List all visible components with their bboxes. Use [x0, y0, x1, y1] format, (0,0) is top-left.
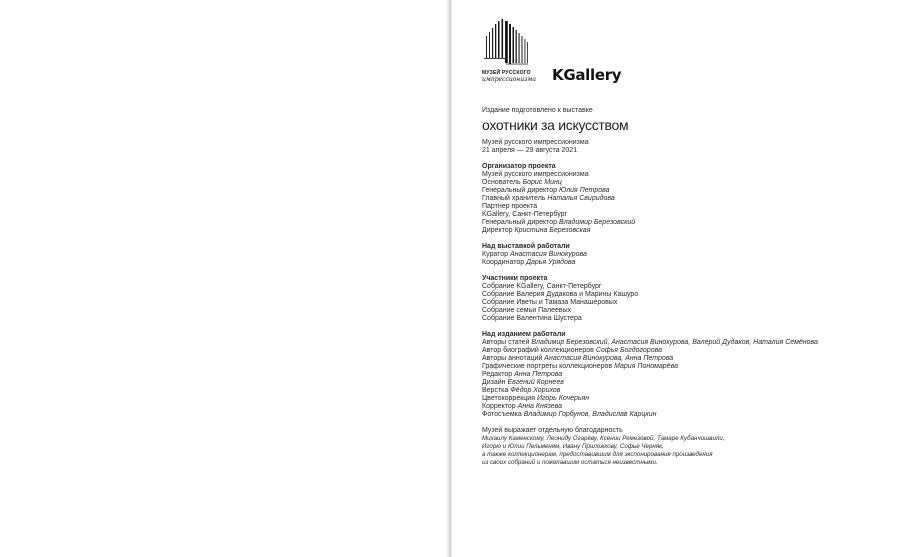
credit-row [482, 179, 882, 187]
section-heading: Над выставкой работали [482, 243, 570, 250]
credit-row [482, 195, 882, 203]
credit-row [482, 371, 882, 379]
credit-name: Анна Петрова [514, 371, 563, 378]
museum-columns-logo-icon [482, 18, 536, 96]
credit-name: Софья Богдогорова [595, 347, 663, 354]
credit-row [482, 219, 882, 227]
credit-role: Верстка [482, 387, 509, 394]
thanks-line: Игорю и Юлии Пельменям, Ивану Приложкову, Софье Черняк, [482, 443, 664, 450]
logos [482, 18, 882, 96]
thanks-line: из своих собраний и пожелавшим остаться неизвестными. [482, 459, 658, 466]
credit-name: Владимир Горбунов, Владислав Карцкин [523, 411, 657, 418]
exhibition-team-section [482, 243, 882, 267]
credit-role: Редактор [482, 371, 513, 378]
credit-name: Игорь Кочерьян [536, 395, 590, 402]
credit-role: Основатель [482, 179, 521, 186]
credit-role: Куратор [482, 251, 509, 258]
partner-org: KGallery, Санкт-Петербург [482, 211, 568, 218]
credit-row [482, 387, 882, 395]
thanks-line: Михаилу Каменскому, Леониду Огарёву, Ксении Ремезовой, Тамаре Кубанчишвили, [482, 435, 725, 442]
credit-role: Авторы статей [482, 339, 530, 346]
credit-role: Фотосъемка [482, 411, 522, 418]
museum-logo-text [482, 70, 538, 84]
credit-name: Евгений Корнеев [507, 379, 564, 386]
credit-role: Графические портреты коллекционеров [482, 363, 613, 370]
venue-place: Музей русского импрессионизма [482, 139, 589, 146]
section-heading: Над изданием работали [482, 331, 566, 338]
credit-row [482, 227, 882, 235]
credit-role: Дизайн [482, 379, 506, 386]
credit-role: Директор [482, 227, 513, 234]
credit-name: Мария Пономарёва [614, 363, 678, 370]
credit-name: Дарья Урядова [526, 259, 576, 266]
credit-row [482, 339, 882, 347]
credit-row [482, 187, 882, 195]
credit-name: Юлия Петрова [559, 187, 610, 194]
credit-role: Генеральный директор [482, 187, 558, 194]
participant-item: Собрание Иветы и Тамаза Манашеровых [482, 299, 618, 306]
credit-row [482, 379, 882, 387]
credit-name: Фёдор Хорихов [510, 387, 561, 394]
credit-row [482, 251, 882, 259]
credit-row [482, 347, 882, 355]
credit-row [482, 403, 882, 411]
organizer-org: Музей русского импрессионизма [482, 171, 589, 178]
participant-item: Собрание KGallery, Санкт-Петербург [482, 283, 602, 290]
participant-item: Собрание Валерия Дудакова и Марины Кашуро [482, 291, 639, 298]
thanks-section [482, 427, 882, 467]
credit-row [482, 259, 882, 267]
venue-block [482, 139, 882, 155]
thanks-lead: Музей выражает отдельную благодарность [482, 427, 623, 434]
colophon [482, 18, 882, 467]
partner-label: Партнер проекта [482, 203, 538, 210]
credit-name: Анна Князева [517, 403, 563, 410]
publication-team-section [482, 331, 882, 419]
section-heading: Организатор проекта [482, 163, 556, 170]
credit-name: Владимир Березовский [559, 219, 636, 226]
participant-item: Собрание семьи Палеевых [482, 307, 572, 314]
section-heading: Участники проекта [482, 275, 548, 282]
credit-row [482, 355, 882, 363]
organizer-section [482, 163, 882, 235]
museum-logo-line2: импрессионизма [482, 76, 536, 83]
credit-name: Анастасия Винокурова, Анна Петрова [544, 355, 674, 362]
right-page [452, 0, 900, 557]
intro-line: Издание подготовлено к выставке [482, 107, 593, 114]
credit-role: Главный хранитель [482, 195, 546, 202]
credit-role: Корректор [482, 403, 516, 410]
credit-name: Владимир Березовский, Анастасия Винокурова, Валерий Дудаков, Наталия Семёнова [531, 339, 818, 346]
participants-section [482, 275, 882, 323]
participant-item: Собрание Валентина Шустера [482, 315, 582, 322]
credit-role: Авторы аннотаций [482, 355, 543, 362]
credit-row [482, 411, 882, 419]
credit-row [482, 363, 882, 371]
credit-row [482, 395, 882, 403]
credit-role: Генеральный директор [482, 219, 558, 226]
exhibition-title: охотники за искусством [482, 117, 629, 133]
left-page [0, 0, 448, 557]
venue-dates: 21 апреля — 29 августа 2021 [482, 147, 578, 154]
kgallery-logo: KGallery [552, 66, 622, 84]
credit-role: Координатор [482, 259, 525, 266]
credit-name: Борис Минц [522, 179, 562, 186]
credit-role: Цветокоррекция [482, 395, 535, 402]
thanks-line: а также коллекционерам, предоставившим для экспонирования произведения [482, 451, 713, 458]
credit-name: Наталья Свиридова [547, 195, 615, 202]
museum-logo-line1: МУЗЕЙ РУССКОГО [482, 70, 531, 76]
credit-name: Кристина Березовская [514, 227, 591, 234]
credit-role: Автор биографий коллекционеров [482, 347, 594, 354]
credit-name: Анастасия Винокурова [510, 251, 587, 258]
